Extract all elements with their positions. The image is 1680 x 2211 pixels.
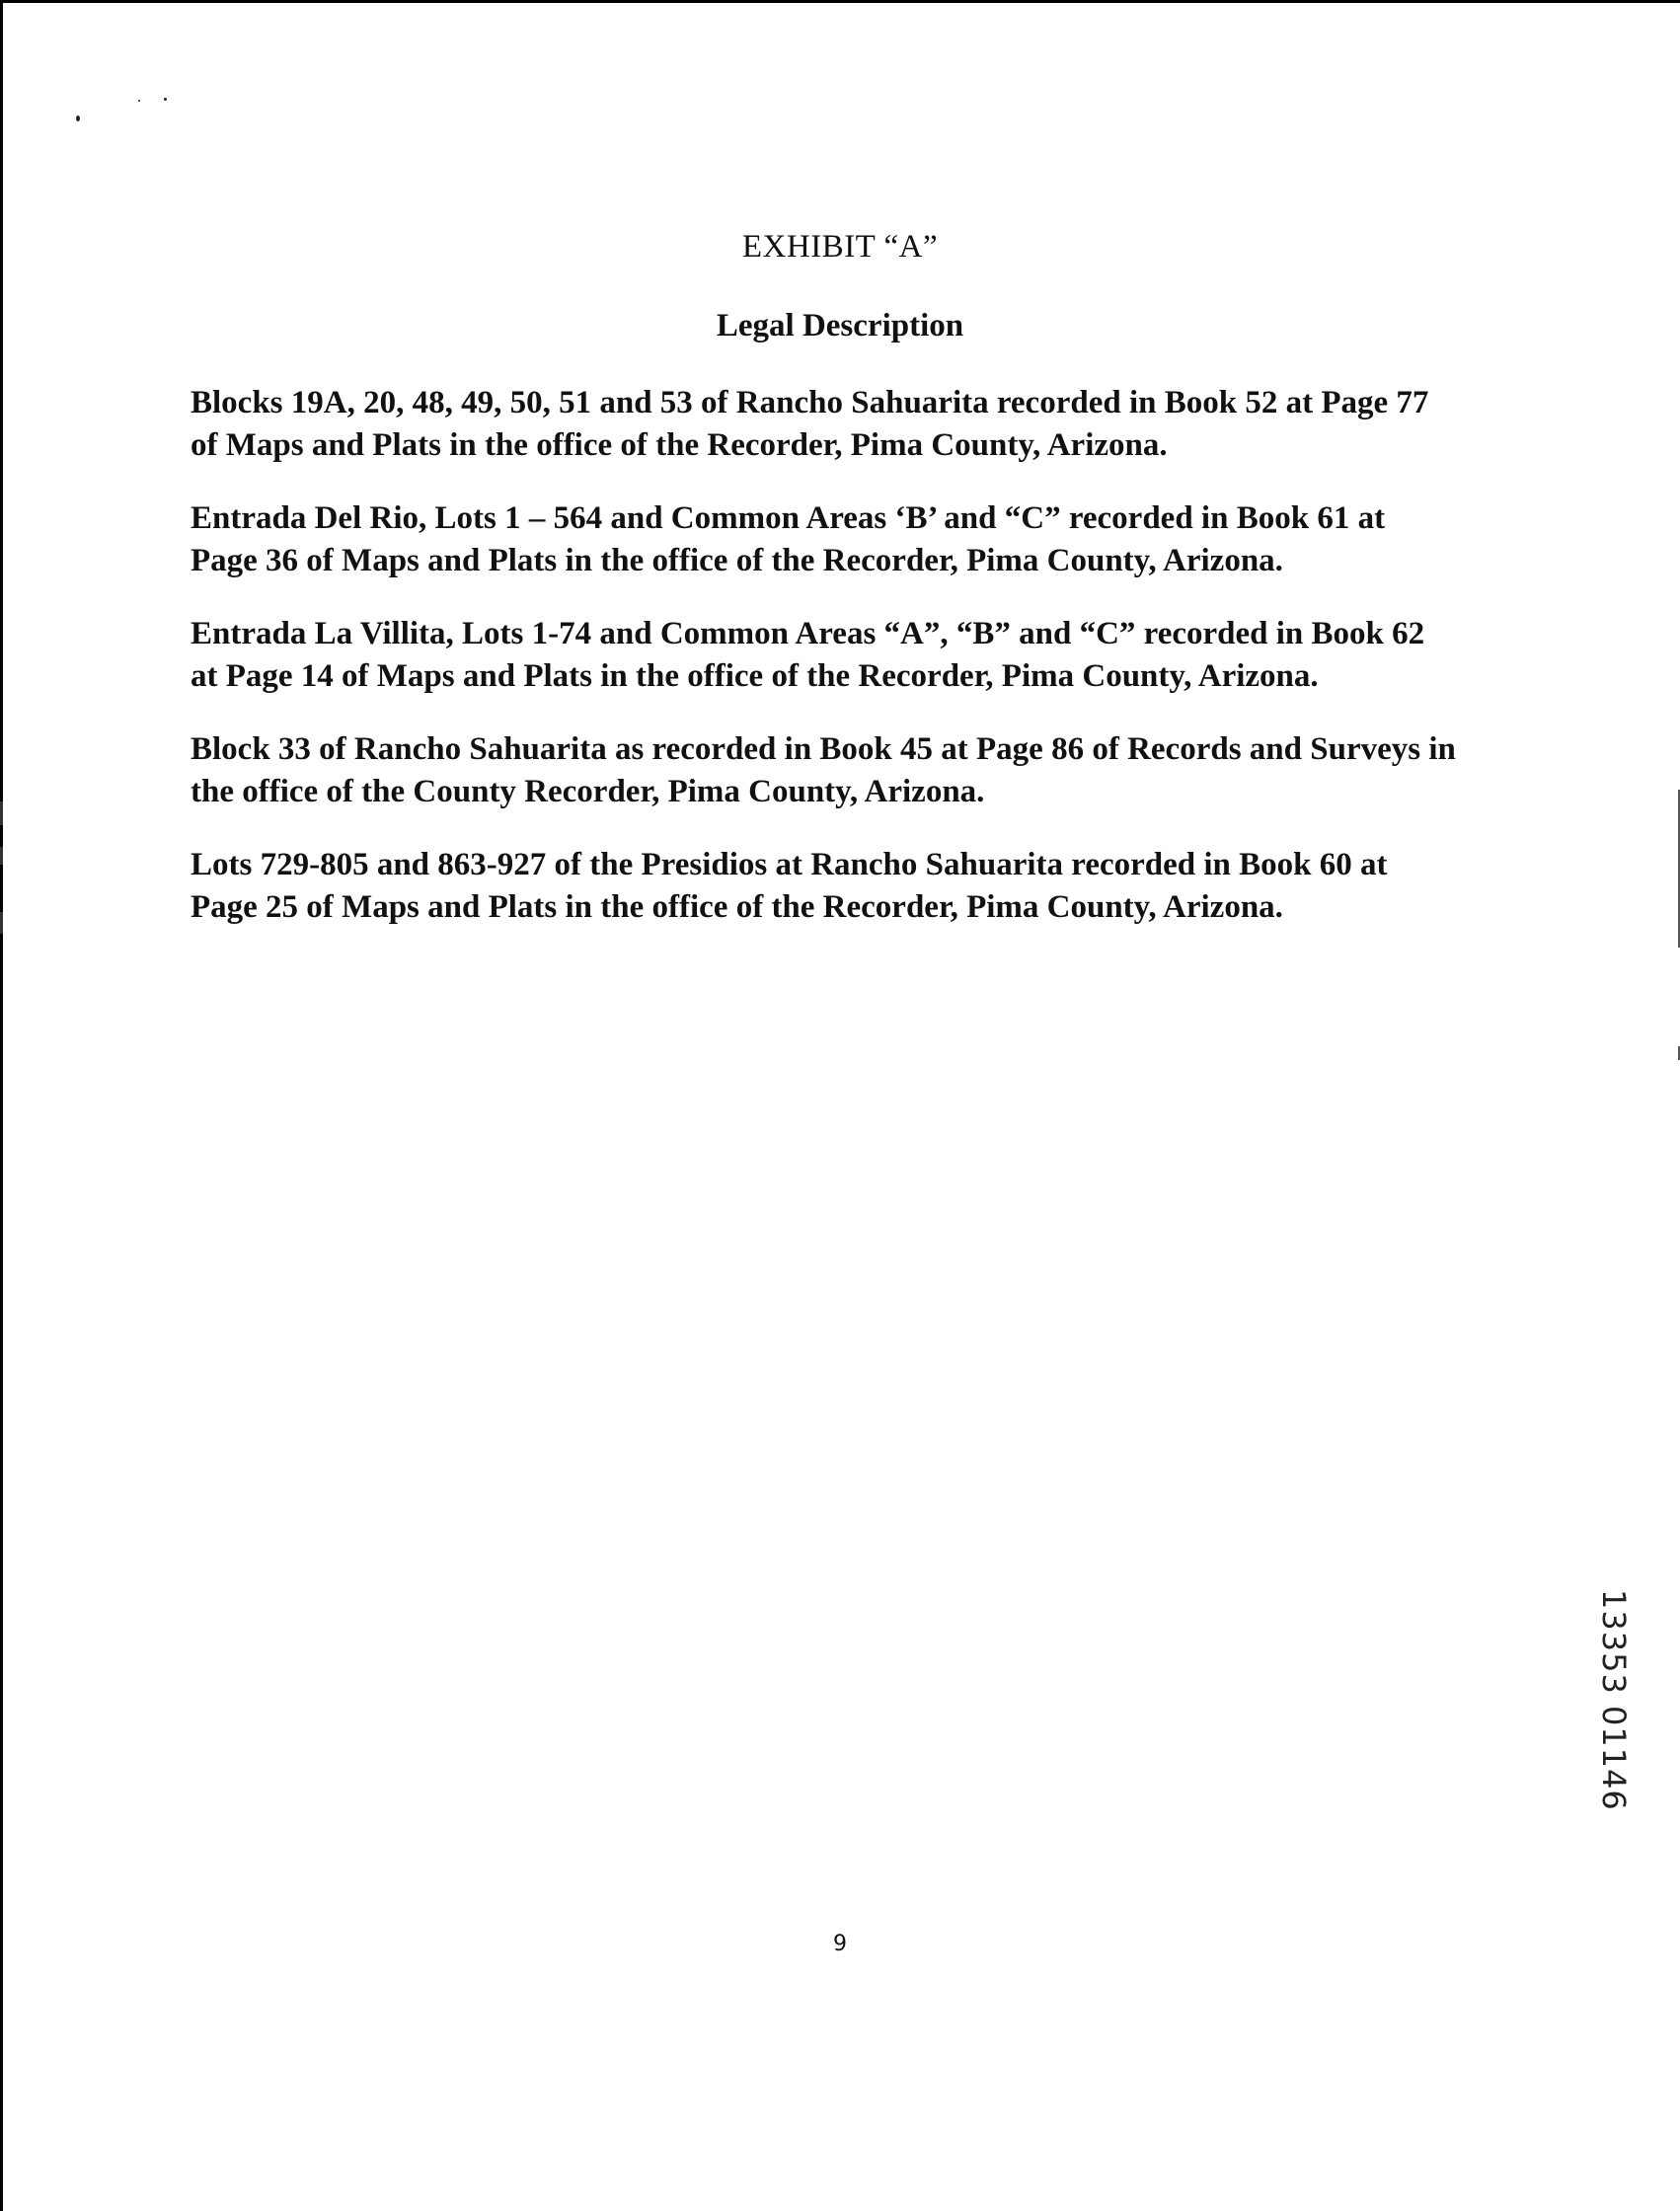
page-border-top bbox=[0, 0, 1680, 3]
paragraph-line: Blocks 19A, 20, 48, 49, 50, 51 and 53 of Rancho Sahuarita recorded in Book 52 at Page 77 bbox=[191, 385, 1429, 420]
scan-speck bbox=[138, 100, 140, 102]
legal-paragraph bbox=[191, 497, 1503, 582]
recording-stamp bbox=[1585, 1589, 1644, 1856]
scan-edge-mark bbox=[0, 801, 3, 825]
recording-stamp-text: 13353 01146 bbox=[1595, 1589, 1633, 1811]
paragraph-line: Entrada La Villita, Lots 1-74 and Common Areas “A”, “B” and “C” recorded in Book 62 bbox=[191, 616, 1425, 651]
paragraph-line: Entrada Del Rio, Lots 1 – 564 and Common Areas ‘B’ and “C” recorded in Book 61 at bbox=[191, 500, 1386, 536]
legal-paragraph bbox=[191, 382, 1503, 467]
exhibit-title: EXHIBIT “A” bbox=[741, 229, 939, 265]
paragraph-line: Page 25 of Maps and Plats in the office of the Recorder, Pima County, Arizona. bbox=[191, 889, 1283, 925]
scan-speck bbox=[76, 115, 80, 121]
section-heading: Legal Description bbox=[716, 308, 964, 343]
legal-description-body bbox=[191, 382, 1503, 959]
legal-paragraph bbox=[191, 844, 1503, 929]
paragraph-line: of Maps and Plats in the office of the Recorder, Pima County, Arizona. bbox=[191, 427, 1168, 463]
paragraph-line: Block 33 of Rancho Sahuarita as recorded in Book 45 at Page 86 of Records and Surveys in bbox=[191, 731, 1456, 767]
paragraph-line: the office of the County Recorder, Pima County, Arizona. bbox=[191, 774, 985, 809]
paragraph-line: at Page 14 of Maps and Plats in the office of the Recorder, Pima County, Arizona. bbox=[191, 658, 1319, 694]
paragraph-line: Page 36 of Maps and Plats in the office of the Recorder, Pima County, Arizona. bbox=[191, 543, 1283, 578]
legal-paragraph bbox=[191, 613, 1503, 698]
paragraph-line: Lots 729-805 and 863-927 of the Presidios at Rancho Sahuarita recorded in Book 60 at bbox=[191, 847, 1388, 882]
page-number: 9 bbox=[833, 1932, 847, 1956]
scan-edge-mark bbox=[0, 912, 3, 934]
scan-speck bbox=[164, 98, 167, 101]
scan-edge-mark bbox=[0, 847, 3, 865]
legal-paragraph bbox=[191, 728, 1503, 813]
